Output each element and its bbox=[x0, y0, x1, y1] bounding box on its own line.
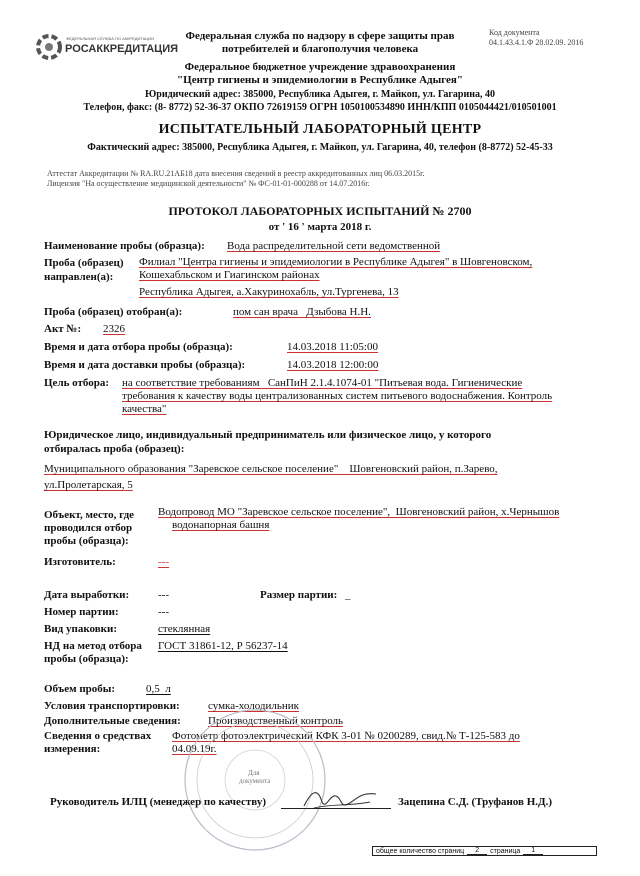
batch-no-label: Номер партии: bbox=[44, 606, 119, 618]
volume-label: Объем пробы: bbox=[44, 683, 116, 695]
sent-value-3: Республика Адыгея, а.Хакуринохабль, ул.Тургенева, 13 bbox=[139, 286, 399, 298]
logo-emblem-icon bbox=[36, 34, 62, 60]
handwritten-signature bbox=[300, 784, 380, 814]
nd-label-1: НД на метод отбора bbox=[44, 640, 142, 652]
object-label-1: Объект, место, где bbox=[44, 509, 135, 521]
time-taken-value: 14.03.2018 11:05:00 bbox=[287, 341, 378, 353]
transport-label: Условия транспортировки: bbox=[44, 700, 180, 712]
header-line-3: Федеральное бюджетное учреждение здравоохранения bbox=[184, 61, 456, 73]
entity-label-1: Юридическое лицо, индивидуальный предприниматель или физическое лицо, у которого bbox=[44, 429, 492, 441]
total-pages-value: 2 bbox=[467, 847, 487, 855]
entity-value-1: Муниципального образования "Заревское сельское поселение" Шовгеновский район, п.Зарево, bbox=[44, 463, 498, 475]
logo-name: РОСАККРЕДИТАЦИЯ bbox=[65, 43, 179, 55]
lab-title: ИСПЫТАТЕЛЬНЫЙ ЛАБОРАТОРНЫЙ ЦЕНТР bbox=[158, 122, 482, 137]
goal-value-3: качества" bbox=[122, 403, 167, 415]
page-counter bbox=[372, 846, 597, 856]
header-line-4: "Центр гигиены и эпидемиологии в Республике Адыгея" bbox=[177, 74, 463, 86]
doc-code-value: 04.1.43.4.1.Ф 28.02.09. 2016 bbox=[489, 38, 584, 47]
protocol-title: ПРОТОКОЛ ЛАБОРАТОРНЫХ ИСПЫТАНИЙ № 2700 bbox=[168, 204, 472, 218]
nd-value: ГОСТ 31861-12, Р 56237-14 bbox=[158, 640, 288, 652]
object-value-1: Водопровод МО "Заревское сельское поселение", Шовгеновский район, х.Чернышов bbox=[158, 506, 560, 518]
protocol-date: от ' 16 ' марта 2018 г. bbox=[268, 221, 372, 233]
stamp-text-1: Для bbox=[248, 769, 260, 777]
header-line-5: Юридический адрес: 385000, Республика Адыгея, г. Майкоп, ул. Гагарина, 40 bbox=[145, 89, 495, 100]
accreditation-line-1: Аттестат Аккредитации № RA.RU.21АБ18 дата внесения сведений в реестр аккредитованных лиц 06.03.2015г. bbox=[47, 169, 425, 178]
volume-value: 0,5 л bbox=[146, 683, 171, 695]
tools-value-2: 04.09.19г. bbox=[172, 743, 217, 755]
batch-no-value: --- bbox=[158, 606, 169, 618]
extra-label: Дополнительные сведения: bbox=[44, 715, 181, 727]
extra-value: Производственный контроль bbox=[208, 715, 344, 727]
sent-label: Проба (образец) направлен(а): bbox=[44, 257, 124, 283]
tools-value-1: Фотометр фотоэлектрический КФК 3-01 № 0200289, свид.№ Т-125-583 до bbox=[172, 730, 520, 742]
header-line-2: потребителей и благополучия человека bbox=[221, 43, 419, 55]
taken-label: Проба (образец) отобран(а): bbox=[44, 306, 183, 318]
doc-code-label: Код документа bbox=[489, 28, 540, 37]
made-date-value: --- bbox=[158, 589, 169, 601]
act-value: 2326 bbox=[103, 323, 125, 335]
transport-value: сумка-холодильник bbox=[208, 700, 299, 712]
header-line-1: Федеральная служба по надзору в сфере защиты прав bbox=[185, 30, 455, 42]
goal-label: Цель отбора: bbox=[44, 377, 110, 389]
object-label-3: пробы (образца): bbox=[44, 535, 129, 547]
time-delivered-value: 14.03.2018 12:00:00 bbox=[287, 359, 379, 371]
sample-name-value: Вода распределительной сети ведомственной bbox=[227, 240, 441, 252]
batch-size-label: Размер партии: bbox=[260, 589, 338, 601]
object-value-2: водонапорная башня bbox=[172, 519, 270, 531]
entity-value-2: ул.Пролетарская, 5 bbox=[44, 479, 133, 491]
lab-address: Фактический адрес: 385000, Республика Адыгея, г. Майкоп, ул. Гагарина, 40, телефон (8-8772) 52-45-33 bbox=[87, 142, 553, 153]
taken-value: пом сан врача Дзыбова Н.Н. bbox=[233, 306, 371, 318]
pack-label: Вид упаковки: bbox=[44, 623, 118, 635]
goal-value-2: требования к качеству воды централизованных систем питьевого водоснабжения. Контроль bbox=[122, 390, 553, 402]
tools-label-1: Сведения о средствах bbox=[44, 730, 152, 742]
total-pages-label: общее количество страниц bbox=[376, 847, 465, 855]
sent-value-1: Филиал "Центра гигиены и эпидемиологии в Республике Адыгея" в Шовгеновском, bbox=[139, 256, 533, 268]
sent-value-2: Кошехабльском и Гиагинском районах bbox=[139, 269, 320, 281]
nd-label-2: пробы (образца): bbox=[44, 653, 129, 665]
batch-size-value: _ bbox=[345, 589, 351, 601]
stamp-text-2: документа bbox=[239, 777, 271, 785]
act-label: Акт №: bbox=[44, 323, 82, 335]
entity-label-2: отбиралась проба (образец): bbox=[44, 443, 185, 455]
tools-label-2: измерения: bbox=[44, 743, 101, 755]
goal-value-1: на соответствие требованиям СанПиН 2.1.4.1074-01 "Питьевая вода. Гигиенические bbox=[122, 377, 523, 389]
signature-name: Зацепина С.Д. (Труфанов Н.Д.) bbox=[398, 796, 552, 808]
accreditation-line-2: Лицензия "На осуществление медицинской деятельности" № ФС-01-01-000288 от 14.07.2016г. bbox=[47, 179, 370, 188]
time-delivered-label: Время и дата доставки пробы (образца): bbox=[44, 359, 246, 371]
maker-value: --- bbox=[158, 556, 169, 568]
made-date-label: Дата выработки: bbox=[44, 589, 130, 601]
logo-small-text: ФЕДЕРАЛЬНАЯ СЛУЖБА ПО АККРЕДИТАЦИИ bbox=[66, 36, 155, 41]
object-label-2: проводился отбор bbox=[44, 522, 133, 534]
header-line-6: Телефон, факс: (8- 8772) 52-36-37 ОКПО 72619159 ОГРН 1050100534890 ИНН/КПП 0105044421/010501001 bbox=[83, 102, 557, 113]
time-taken-label: Время и дата отбора пробы (образца): bbox=[44, 341, 233, 353]
page-value: 1 bbox=[523, 847, 543, 855]
signature-label: Руководитель ИЛЦ (менеджер по качеству) bbox=[50, 796, 266, 808]
sample-name-label: Наименование пробы (образца): bbox=[44, 240, 205, 252]
page-label: страница bbox=[490, 847, 521, 855]
maker-label: Изготовитель: bbox=[44, 556, 116, 568]
pack-value: стеклянная bbox=[158, 623, 211, 635]
